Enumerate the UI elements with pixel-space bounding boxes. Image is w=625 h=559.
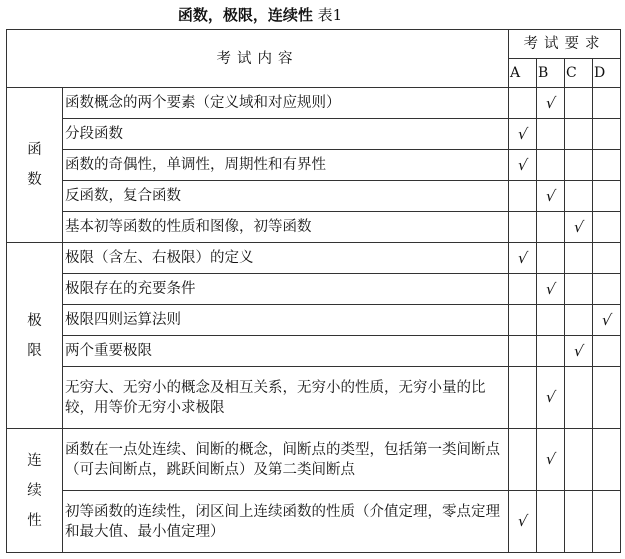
level-cell-c: [565, 88, 593, 119]
level-cell-d: [593, 212, 621, 243]
category-char: 极: [27, 312, 42, 329]
table-title: [0, 4, 520, 25]
level-cell-a: [509, 274, 537, 305]
table-row: [7, 274, 621, 305]
table-title-suffix: 表1: [317, 6, 343, 24]
category-char: 限: [27, 342, 42, 359]
table-row: [7, 243, 621, 274]
category-cell: [7, 88, 63, 243]
table-row: [7, 429, 621, 491]
content-item: 极限四则运算法则: [63, 305, 509, 336]
table-row: [7, 181, 621, 212]
table-row: [7, 150, 621, 181]
checkmark-icon: √: [544, 450, 557, 468]
checkmark-icon: √: [544, 93, 557, 112]
level-cell-c: [565, 181, 593, 212]
level-cell-c: [565, 305, 593, 336]
checkmark-icon: √: [544, 186, 557, 205]
category-cell: [7, 429, 63, 553]
category-char: 连: [27, 452, 42, 469]
level-cell-c: [565, 119, 593, 150]
table-title-main: 函数，极限，连续性: [177, 6, 313, 24]
content-item: 初等函数的连续性，闭区间上连续函数的性质（介值定理，零点定理和最大值、最小值定理）: [63, 491, 509, 553]
checkmark-icon: √: [544, 279, 557, 298]
level-cell-b: [537, 429, 565, 491]
header-level-d: D: [593, 59, 621, 88]
content-item: 函数在一点处连续、间断的概念，间断点的类型，包括第一类间断点（可去间断点，跳跃间断点）及第二类间断点: [63, 429, 509, 491]
checkmark-icon: √: [516, 248, 529, 267]
table-row: [7, 491, 621, 553]
level-cell-a: [509, 429, 537, 491]
level-cell-c: [565, 429, 593, 491]
header-requirements: 考试要求: [509, 30, 621, 59]
level-cell-c: [565, 212, 593, 243]
table-row: [7, 119, 621, 150]
level-cell-d: [593, 429, 621, 491]
table-row: [7, 367, 621, 429]
level-cell-b: [537, 491, 565, 553]
content-item: 分段函数: [63, 119, 509, 150]
level-cell-b: [537, 243, 565, 274]
level-cell-a: [509, 367, 537, 429]
content-item: 函数的奇偶性，单调性，周期性和有界性: [63, 150, 509, 181]
level-cell-b: [537, 274, 565, 305]
header-level-c: C: [565, 59, 593, 88]
level-cell-c: [565, 274, 593, 305]
checkmark-icon: √: [572, 217, 585, 236]
level-cell-d: [593, 305, 621, 336]
category-cell: [7, 243, 63, 429]
level-cell-b: [537, 181, 565, 212]
content-item: 无穷大、无穷小的概念及相互关系，无穷小的性质，无穷小量的比较，用等价无穷小求极限: [63, 367, 509, 429]
header-content: 考试内容: [7, 30, 509, 88]
table-row: [7, 212, 621, 243]
level-cell-d: [593, 336, 621, 367]
level-cell-b: [537, 150, 565, 181]
level-cell-a: [509, 305, 537, 336]
content-item: 极限存在的充要条件: [63, 274, 509, 305]
header-level-b: B: [537, 59, 565, 88]
category-char: 函: [27, 142, 42, 158]
checkmark-icon: √: [516, 124, 529, 143]
exam-requirements-table: [6, 29, 621, 553]
level-cell-a: [509, 150, 537, 181]
level-cell-c: [565, 367, 593, 429]
level-cell-c: [565, 336, 593, 367]
table-row: [7, 336, 621, 367]
checkmark-icon: √: [544, 388, 557, 406]
level-cell-a: [509, 119, 537, 150]
level-cell-b: [537, 367, 565, 429]
level-cell-d: [593, 243, 621, 274]
checkmark-icon: √: [516, 512, 529, 530]
level-cell-a: [509, 212, 537, 243]
level-cell-d: [593, 491, 621, 553]
level-cell-b: [537, 305, 565, 336]
level-cell-a: [509, 491, 537, 553]
level-cell-b: [537, 336, 565, 367]
checkmark-icon: √: [516, 155, 529, 174]
category-char: 数: [27, 172, 42, 188]
level-cell-a: [509, 181, 537, 212]
level-cell-b: [537, 119, 565, 150]
level-cell-d: [593, 367, 621, 429]
level-cell-d: [593, 150, 621, 181]
checkmark-icon: √: [572, 341, 585, 360]
level-cell-a: [509, 88, 537, 119]
level-cell-d: [593, 274, 621, 305]
level-cell-d: [593, 181, 621, 212]
level-cell-d: [593, 119, 621, 150]
content-item: 函数概念的两个要素（定义域和对应规则）: [63, 88, 509, 119]
table-row: [7, 305, 621, 336]
level-cell-b: [537, 88, 565, 119]
content-item: 基本初等函数的性质和图像，初等函数: [63, 212, 509, 243]
category-char: 性: [27, 512, 42, 529]
level-cell-a: [509, 243, 537, 274]
table-row: [7, 88, 621, 119]
content-item: 两个重要极限: [63, 336, 509, 367]
level-cell-c: [565, 150, 593, 181]
level-cell-b: [537, 212, 565, 243]
level-cell-d: [593, 88, 621, 119]
content-item: 反函数，复合函数: [63, 181, 509, 212]
level-cell-a: [509, 336, 537, 367]
checkmark-icon: √: [600, 310, 613, 329]
level-cell-c: [565, 491, 593, 553]
header-level-a: A: [509, 59, 537, 88]
category-char: 续: [27, 482, 42, 499]
level-cell-c: [565, 243, 593, 274]
content-item: 极限（含左、右极限）的定义: [63, 243, 509, 274]
